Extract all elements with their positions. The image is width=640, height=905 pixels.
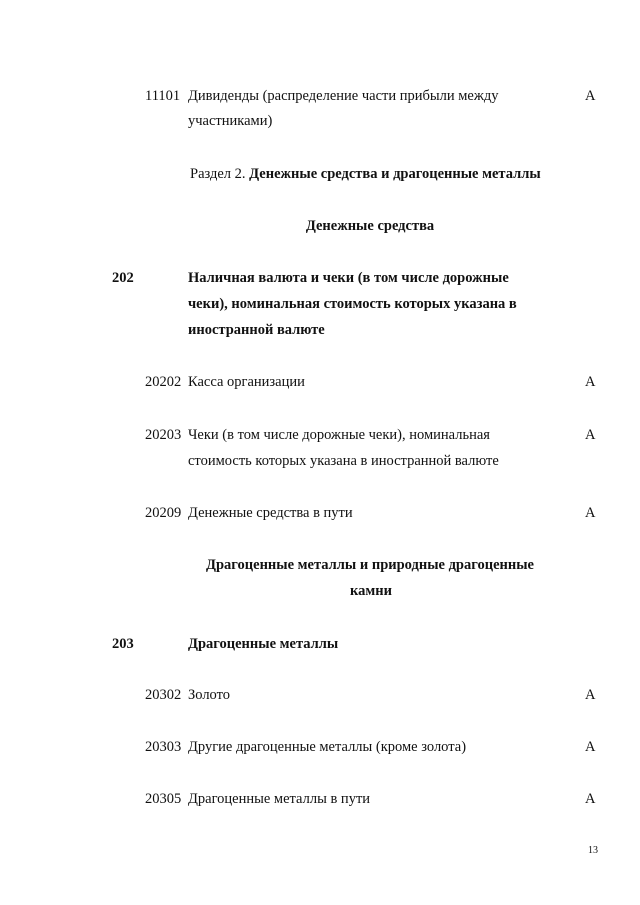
- page-number: 13: [588, 845, 598, 856]
- account-type-20203: А: [585, 427, 596, 443]
- account-name-20203-cont: стоимость которых указана в иностранной валюте: [188, 453, 499, 469]
- account-type-11101: А: [585, 88, 596, 104]
- section-title: Денежные средства и драгоценные металлы: [249, 166, 541, 182]
- account-code-20203: 20203: [145, 427, 182, 443]
- account-name-20203: Чеки (в том числе дорожные чеки), номинальная: [188, 427, 490, 443]
- account-group-name-202-cont2: иностранной валюте: [188, 322, 325, 338]
- account-code-11101: 11101: [145, 88, 181, 104]
- account-code-20202: 20202: [145, 374, 182, 390]
- account-type-20305: А: [585, 791, 596, 807]
- account-name-20303: Другие драгоценные металлы (кроме золота): [188, 739, 467, 755]
- account-code-20209: 20209: [145, 505, 182, 521]
- account-code-20302: 20302: [145, 687, 182, 703]
- account-group-code-202: 202: [112, 270, 134, 286]
- account-name-20202: Касса организации: [188, 374, 305, 390]
- subheading-precious-cont: камни: [350, 583, 392, 599]
- account-name-11101-cont: участниками): [188, 113, 273, 129]
- section-prefix: Раздел 2.: [190, 166, 246, 182]
- account-type-20202: А: [585, 374, 596, 390]
- account-group-name-202-cont1: чеки), номинальная стоимость которых указана в: [188, 296, 517, 312]
- account-group-code-203: 203: [112, 636, 134, 652]
- account-name-11101: Дивиденды (распределение части прибыли между: [188, 88, 499, 104]
- account-group-name-203: Драгоценные металлы: [188, 636, 339, 652]
- subheading-cash: Денежные средства: [305, 218, 435, 234]
- section-heading: [190, 166, 541, 183]
- account-code-20303: 20303: [145, 739, 182, 755]
- account-code-20305: 20305: [145, 791, 182, 807]
- account-name-20209: Денежные средства в пути: [188, 505, 353, 521]
- account-group-name-202: Наличная валюта и чеки (в том числе дорожные: [188, 270, 509, 286]
- account-name-20305: Драгоценные металлы в пути: [188, 791, 371, 807]
- account-name-20302: Золото: [188, 687, 231, 703]
- subheading-precious: Драгоценные металлы и природные драгоценные: [206, 557, 534, 573]
- account-type-20303: А: [585, 739, 596, 755]
- account-type-20209: А: [585, 505, 596, 521]
- account-type-20302: А: [585, 687, 596, 703]
